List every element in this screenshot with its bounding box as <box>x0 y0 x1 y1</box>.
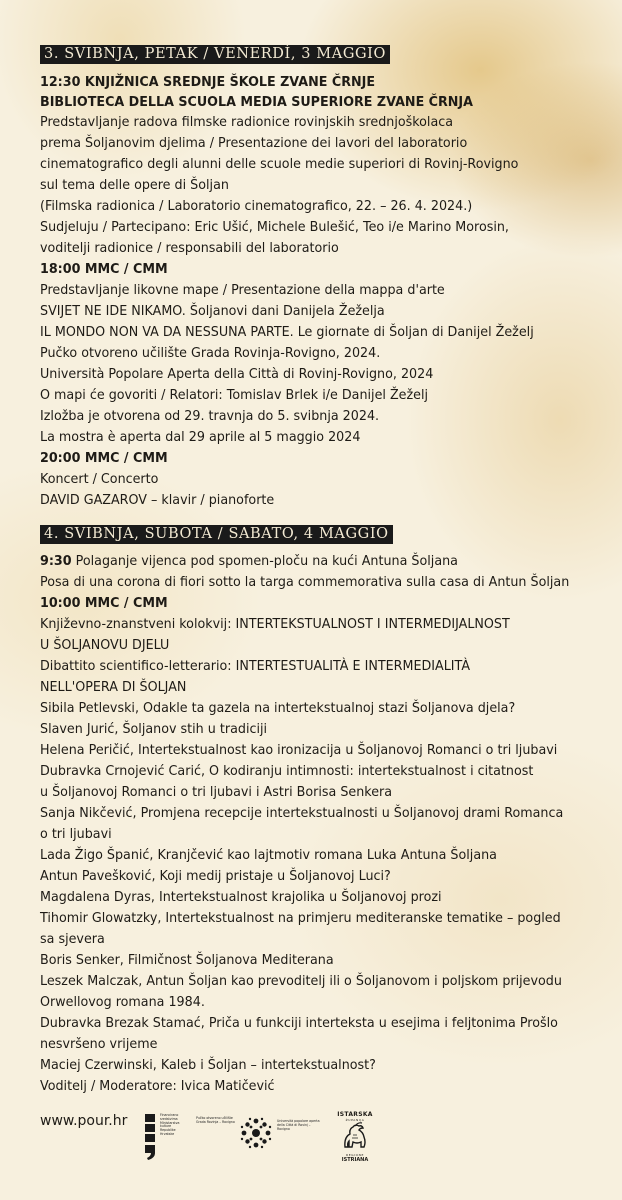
istria-logo-top-text: ISTARSKA <box>337 1111 373 1118</box>
program-line: cinematografico degli alunni delle scuole medie superiori di Rovinj-Rovigno <box>40 156 519 172</box>
program-line: sul tema delle opere di Šoljan <box>40 177 229 193</box>
program-line: Sudjeluju / Partecipano: Eric Ušić, Michele Bulešić, Teo i/e Marino Morosin, <box>40 219 509 235</box>
program-line: SVIJET NE IDE NIKAMO. Šoljanovi dani Danijela Žeželja <box>40 303 385 319</box>
program-line: DAVID GAZAROV – klavir / pianoforte <box>40 492 275 508</box>
program-line: Sibila Petlevski, Odakle ta gazela na intertekstualnoj stazi Šoljanova djela? <box>40 700 516 716</box>
istria-logo-sub2-text: REGIONE <box>346 1153 364 1157</box>
event-time-location: 18:00 MMC / CMM <box>40 261 168 277</box>
program-line: Voditelj / Moderatore: Ivica Matičević <box>40 1078 275 1094</box>
upa-logo-text: Università popolare aperta della Città di Rovinj – Rovigno <box>277 1119 320 1131</box>
program-line: Tihomir Glowatzky, Intertekstualnost na primjeru mediteranske tematike – pogled <box>40 910 561 926</box>
program-line: Università Popolare Aperta della Città di Rovinj-Rovigno, 2024 <box>40 366 434 382</box>
istria-county-logo <box>335 1111 375 1163</box>
program-line: Dibattito scientifico-letterario: INTERTESTUALITÀ E INTERMEDIALITÀ <box>40 658 471 674</box>
program-line: La mostra è aperta dal 29 aprile al 5 maggio 2024 <box>40 429 361 445</box>
website-link[interactable]: www.pour.hr <box>40 1113 128 1129</box>
program-line: nesvršeno vrijeme <box>40 1036 158 1052</box>
istria-logo-sub-text: ŽUPANIJA <box>345 1118 365 1122</box>
ornament-emblem-icon <box>239 1116 273 1150</box>
program-line: prema Šoljanovim djelima / Presentazione dei lavori del laboratorio <box>40 135 468 151</box>
program-line: Pučko otvoreno učilište Grada Rovinja-Rovigno, 2024. <box>40 345 381 361</box>
program-line: voditelji radionice / responsabili del laboratorio <box>40 240 339 256</box>
program-line: O mapi će govoriti / Relatori: Tomislav Brlek i/e Danijel Žeželj <box>40 387 429 403</box>
program-line <box>40 551 458 571</box>
ministry-of-culture-logo <box>143 1112 183 1162</box>
program-line: Dubravka Brezak Stamać, Priča u funkciji interteksta u esejima i feljtonima Prošlo <box>40 1015 558 1031</box>
day-header-4-may: 4. SVIBNJA, SUBOTA / SABATO, 4 MAGGIO <box>40 525 393 544</box>
program-line: sa sjevera <box>40 931 105 947</box>
program-line: Književno-znanstveni kolokvij: INTERTEKSTUALNOST I INTERMEDIJALNOST <box>40 616 510 632</box>
program-line: Maciej Czerwinski, Kaleb i Šoljan – intertekstualnost? <box>40 1057 376 1073</box>
program-line: Slaven Jurić, Šoljanov stih u tradiciji <box>40 721 268 737</box>
program-line: Helena Peričić, Intertekstualnost kao ironizacija u Šoljanovoj Romanci o tri ljubavi <box>40 742 558 758</box>
program-line: Predstavljanje radova filmske radionice rovinjskih srednjoškolaca <box>40 114 454 130</box>
event-time-location: 20:00 MMC / CMM <box>40 450 168 466</box>
program-line: o tri ljubavi <box>40 826 112 842</box>
ministry-logo-mark-icon <box>143 1112 157 1160</box>
puo-logo-text: Pučko otvoreno učilište Grada Rovinja – Rovigno <box>196 1116 235 1124</box>
goat-emblem-icon <box>340 1122 370 1152</box>
event-time-location: 10:00 MMC / CMM <box>40 595 168 611</box>
program-line: Izložba je otvorena od 29. travnja do 5. svibnja 2024. <box>40 408 380 424</box>
program-line: Leszek Malczak, Antun Šoljan kao prevoditelj ili o Šoljanovom i poljskom prijevodu <box>40 973 562 989</box>
program-line: Magdalena Dyras, Intertekstualnost krajolika u Šoljanovoj prozi <box>40 889 442 905</box>
program-line: Antun Pavešković, Koji medij pristaje u Šoljanovoj Luci? <box>40 868 391 884</box>
program-line: NELL'OPERA DI ŠOLJAN <box>40 679 187 695</box>
program-line: Dubravka Crnojević Carić, O kodiranju intimnosti: intertekstualnost i citatnost <box>40 763 534 779</box>
program-line: Sanja Nikčević, Promjena recepcije intertekstualnosti u Šoljanovoj drami Romanca <box>40 805 564 821</box>
event-time-location: 12:30 KNJIŽNICA SREDNJE ŠKOLE ZVANE ČRNJE <box>40 74 376 90</box>
event-text: Polaganje vijenca pod spomen-ploču na kući Antuna Šoljana <box>71 553 458 569</box>
program-line: Boris Senker, Filmičnost Šoljanova Mediterana <box>40 952 334 968</box>
upa-rovigno-logo <box>239 1116 339 1156</box>
ministry-logo-text: Financirano sredstvima Ministarstva kulture Republike Hrvatske <box>160 1113 180 1136</box>
program-line: Koncert / Concerto <box>40 471 159 487</box>
program-line: u Šoljanovoj Romanci o tri ljubavi i Astri Borisa Senkera <box>40 784 393 800</box>
program-line: U ŠOLJANOVU DJELU <box>40 637 170 653</box>
program-line: Predstavljanje likovne mape / Presentazione della mappa d'arte <box>40 282 445 298</box>
event-time: 9:30 <box>40 553 72 569</box>
program-line: (Filmska radionica / Laboratorio cinematografico, 22. – 26. 4. 2024.) <box>40 198 473 214</box>
program-line: Lada Žigo Španić, Kranjčević kao lajtmotiv romana Luka Antuna Šoljana <box>40 847 497 863</box>
istria-logo-bottom-text: ISTRIANA <box>341 1157 369 1163</box>
program-line: Posa di una corona di fiori sotto la targa commemorativa sulla casa di Antun Šoljan <box>40 574 570 590</box>
puo-rovinj-logo <box>196 1117 236 1131</box>
program-line: IL MONDO NON VA DA NESSUNA PARTE. Le giornate di Šoljan di Danijel Žeželj <box>40 324 534 340</box>
event-location-italian: BIBLIOTECA DELLA SCUOLA MEDIA SUPERIORE ZVANE ČRNJA <box>40 94 473 110</box>
day-header-3-may: 3. SVIBNJA, PETAK / VENERDÌ, 3 MAGGIO <box>40 45 390 64</box>
program-line: Orwellovog romana 1984. <box>40 994 205 1010</box>
